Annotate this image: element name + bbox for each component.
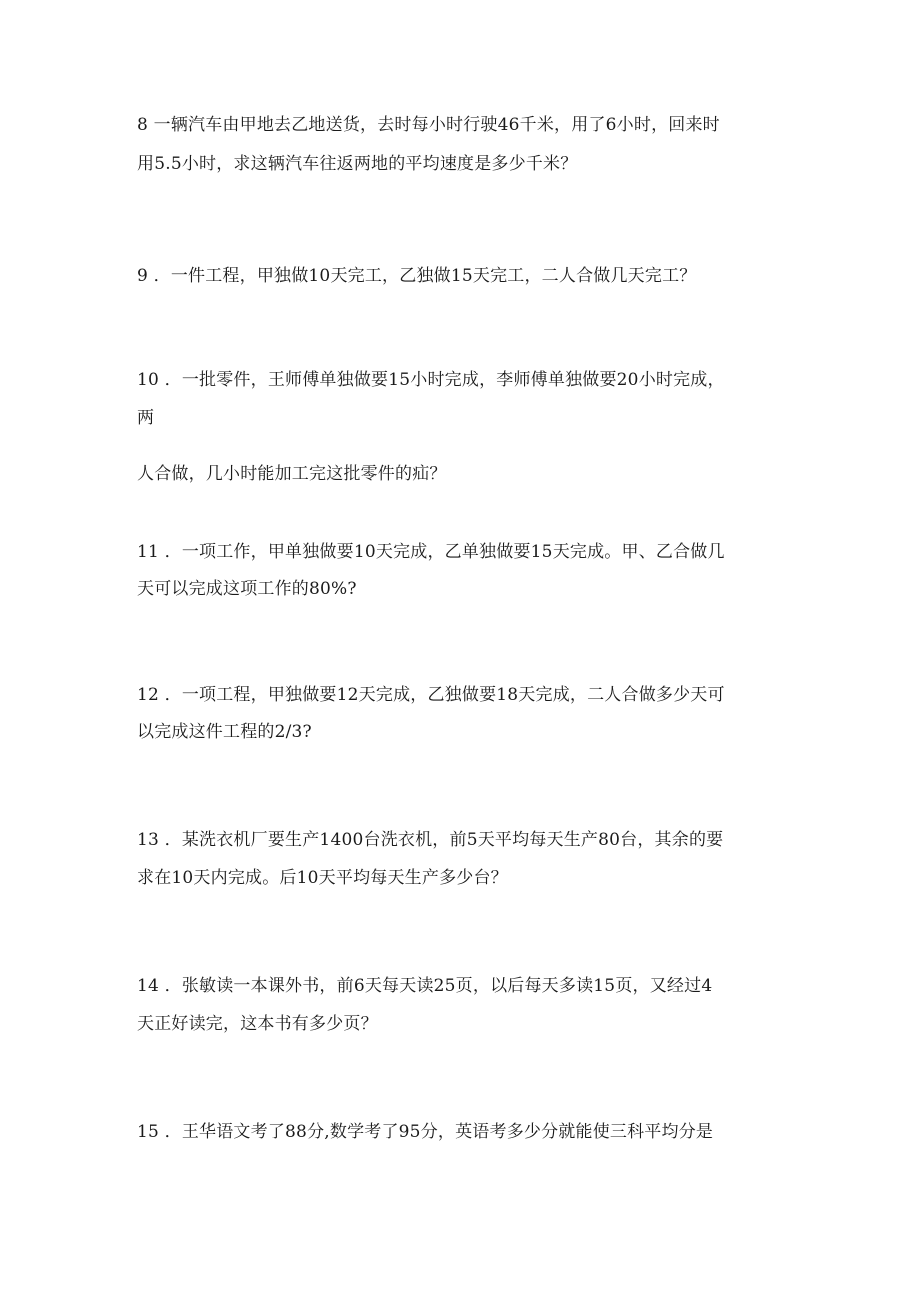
problem-8-line-2: 用5.5小时，求这辆汽车往返两地的平均速度是多少千米？	[137, 154, 578, 174]
problem-8-line-1: 8 一辆汽车由甲地去乙地送货，去时每小时行驶46千米，用了6小时，回来时	[137, 115, 720, 135]
problem-10-line-2: 两	[137, 408, 155, 428]
problem-14-line-1: 14 ．张敏读一本课外书，前6天每天读25页，以后每天多读15页，又经过4	[137, 976, 713, 996]
problem-10-line-3: 人合做，几小时能加工完这批零件的疝？	[137, 464, 447, 484]
problem-13-line-2: 求在10天内完成。后10天平均每天生产多少台？	[137, 868, 508, 888]
problem-9-line-1: 9 ．一件工程，甲独做10天完工，乙独做15天完工，二人合做几天完工？	[137, 266, 697, 286]
problem-12-line-1: 12 ．一项工程，甲独做要12天完成，乙独做要18天完成，二人合做多少天可	[137, 685, 725, 705]
problem-13-line-1: 13 ．某洗衣机厂要生产1400台洗衣机，前5天平均每天生产80台，其余的要	[137, 830, 724, 850]
problem-15-line-1: 15 ．王华语文考了88分,数学考了95分，英语考多少分就能使三科平均分是	[137, 1122, 714, 1142]
problem-11-line-2: 天可以完成这项工作的80%?	[137, 579, 357, 599]
problem-11-line-1: 11 ．一项工作，甲单独做要10天完成，乙单独做要15天完成。甲、乙合做几	[137, 542, 725, 562]
problem-12-line-2: 以完成这件工程的2/3?	[137, 722, 312, 742]
problem-14-line-2: 天正好读完，这本书有多少页？	[137, 1014, 378, 1034]
problem-10-line-1: 10 ．一批零件，王师傅单独做要15小时完成，李师傅单独做要20小时完成，	[137, 370, 725, 390]
